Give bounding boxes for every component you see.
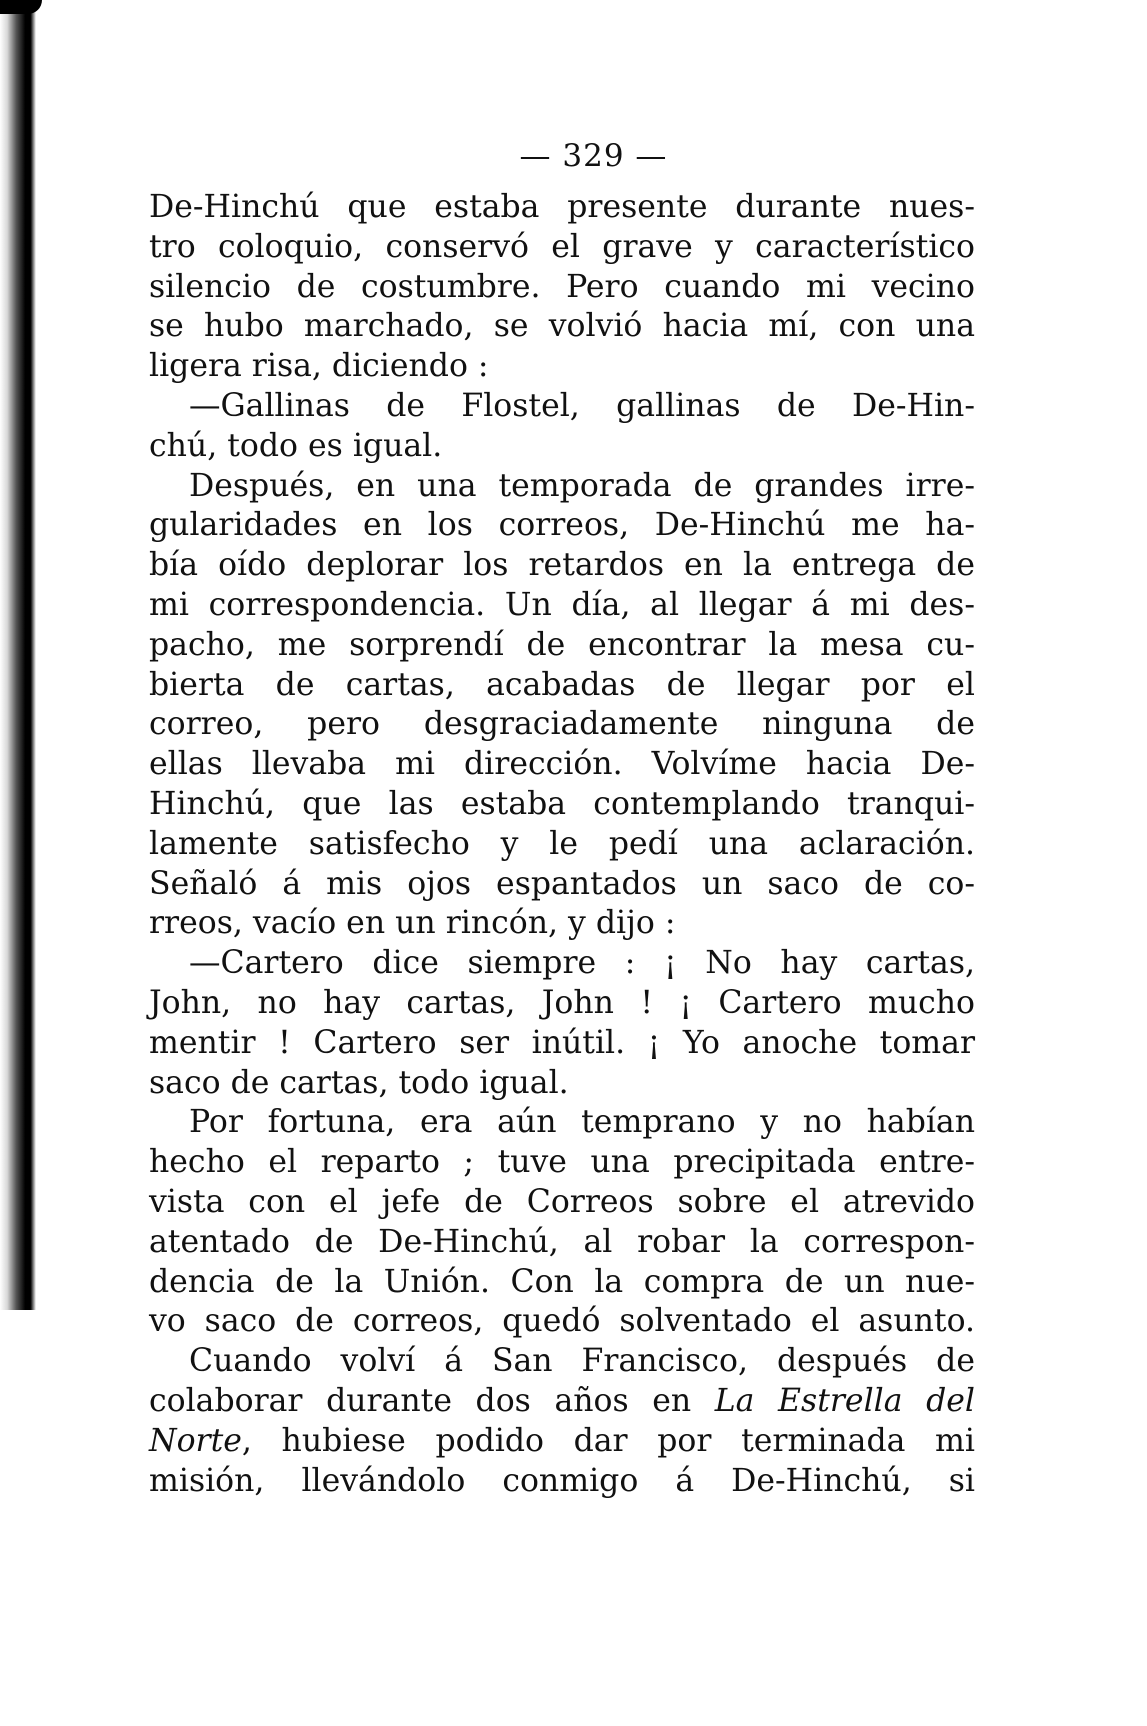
text-line: ligera risa, diciendo : — [149, 348, 489, 385]
text-line: —Cartero dice siempre : ¡ No hay cartas, — [189, 945, 975, 982]
text-line: vista con el jefe de Correos sobre el atrevido — [149, 1183, 975, 1220]
text-segment: , hubiese podido dar por terminada mi — [241, 1422, 975, 1459]
newspaper-title: Norte — [149, 1422, 242, 1459]
text-line: tro coloquio, conservó el grave y característico — [149, 228, 975, 265]
text-line: John, no hay cartas, John ! ¡ Cartero mucho — [149, 984, 975, 1021]
text-line: correo, pero desgraciadamente ninguna de — [149, 706, 975, 743]
text-line: Señaló á mis ojos espantados un saco de co- — [149, 865, 975, 902]
text-line: mi correspondencia. Un día, al llegar á mi des- — [149, 586, 975, 623]
text-line: bía oído deplorar los retardos en la entrega de — [149, 547, 975, 584]
newspaper-title: La Estrella del — [714, 1382, 975, 1419]
text-line: misión, llevándolo conmigo á De-Hinchú, si — [149, 1462, 975, 1499]
text-line: rreos, vacío en un rincón, y dijo : — [149, 905, 676, 942]
text-line: atentado de De-Hinchú, al robar la correspon- — [149, 1223, 975, 1260]
text-line: gularidades en los correos, De-Hinchú me ha- — [149, 507, 975, 544]
text-segment: colaborar durante dos años en — [149, 1382, 715, 1419]
text-line: —Gallinas de Flostel, gallinas de De-Hin- — [189, 387, 975, 424]
text-line: De-Hinchú que estaba presente durante nues- — [149, 189, 975, 225]
text-line — [149, 1422, 975, 1462]
text-line: ellas llevaba mi dirección. Volvíme hacia De- — [149, 746, 975, 783]
text-line: lamente satisfecho y le pedí una aclaración. — [149, 825, 975, 862]
text-line: saco de cartas, todo igual. — [149, 1064, 569, 1101]
text-line: se hubo marchado, se volvió hacia mí, con una — [149, 308, 975, 345]
text-line: silencio de costumbre. Pero cuando mi vecino — [149, 268, 975, 305]
text-line — [149, 1382, 975, 1422]
text-line: Cuando volví á San Francisco, después de — [189, 1343, 975, 1380]
text-line: vo saco de correos, quedó solventado el asunto. — [149, 1303, 975, 1340]
text-line: bierta de cartas, acabadas de llegar por el — [149, 666, 975, 703]
text-line: pacho, me sorprendí de encontrar la mesa cu- — [149, 626, 975, 663]
book-binding-shadow — [0, 0, 36, 1310]
text-line: Después, en una temporada de grandes irre- — [189, 467, 975, 504]
text-line: dencia de la Unión. Con la compra de un nue- — [149, 1263, 975, 1300]
page-body-text — [149, 188, 975, 1501]
page-number-text: — 329 — — [519, 138, 668, 174]
text-line: hecho el reparto ; tuve una precipitada entre- — [149, 1144, 975, 1181]
text-line: chú, todo es igual. — [149, 427, 443, 464]
text-line: mentir ! Cartero ser inútil. ¡ Yo anoche tomar — [149, 1024, 975, 1061]
text-line: Por fortuna, era aún temprano y no habían — [189, 1104, 975, 1141]
text-line: Hinchú, que las estaba contemplando tranqui- — [149, 785, 975, 822]
page-number — [0, 138, 1147, 174]
